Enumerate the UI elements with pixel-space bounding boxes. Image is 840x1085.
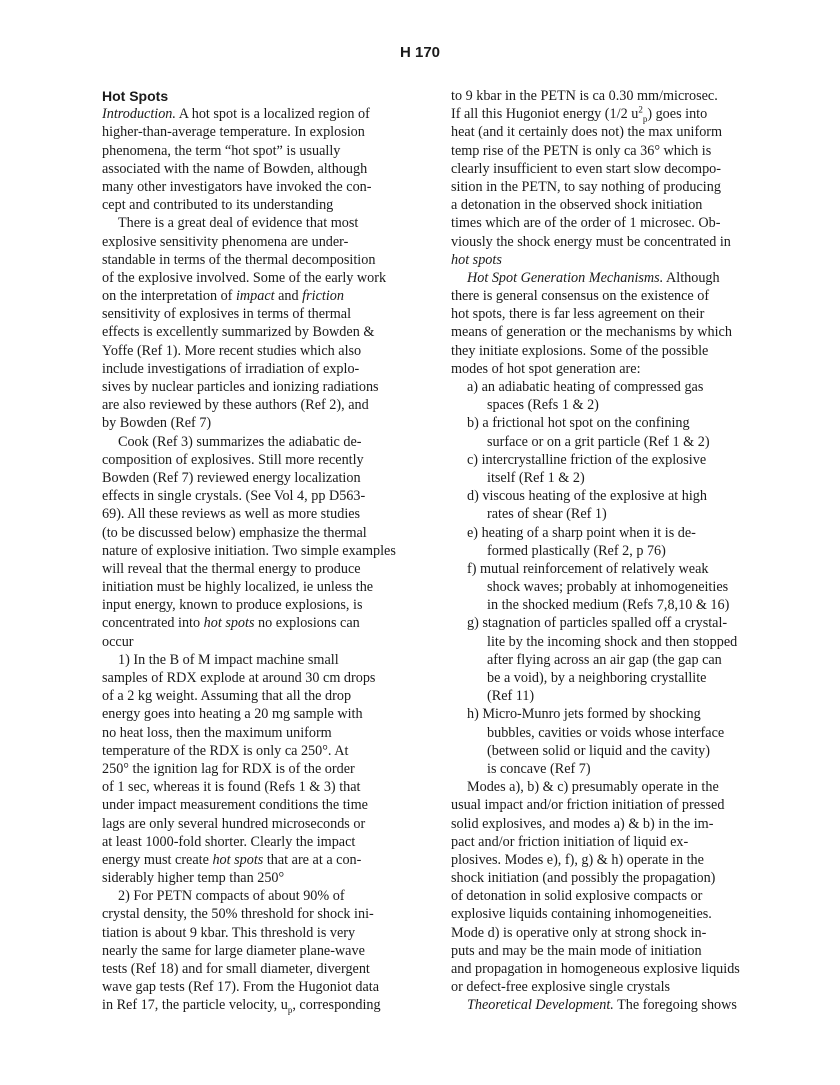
paragraph-line: Theoretical Development. The foregoing shows (467, 997, 737, 1014)
list-item: h) Micro-Munro jets formed by shocking (467, 706, 701, 723)
paragraph-line: times which are of the order of 1 microsec. Ob- (451, 215, 721, 232)
list-item: in the shocked medium (Refs 7,8,10 & 16) (487, 597, 730, 614)
paragraph-line: a detonation in the observed shock initiation (451, 197, 703, 214)
paragraph-line: (to be discussed below) emphasize the thermal (102, 524, 367, 541)
paragraph-line: by Bowden (Ref 7) (102, 415, 212, 432)
paragraph-line: hot spots, there is far less agreement on their (451, 306, 705, 323)
paragraph-line: input energy, known to produce explosions, is (102, 597, 363, 614)
paragraph-line: under impact measurement conditions the time (102, 797, 368, 814)
paragraph-line: Bowden (Ref 7) reviewed energy localization (102, 469, 361, 486)
paragraph-line: nearly the same for large diameter plane-wave (102, 942, 365, 959)
paragraph-line: occur (102, 633, 134, 650)
list-item: a) an adiabatic heating of compressed gas (467, 379, 704, 395)
paragraph-line: energy goes into heating a 20 mg sample with (102, 706, 363, 723)
paragraph-line: higher-than-average temperature. In explosion (102, 124, 365, 141)
list-item: is concave (Ref 7) (487, 760, 591, 777)
section-title: Hot Spots (102, 88, 169, 104)
paragraph-line: at least 1000-fold shorter. Clearly the impact (102, 833, 356, 850)
paragraph-line: in Ref 17, the particle velocity, $u_p$, corresponding (102, 997, 381, 1016)
paragraph-line: means of generation or the mechanisms by which (451, 324, 732, 341)
paragraph-line: clearly insufficient to even start slow decompo- (451, 160, 722, 177)
paragraph-line: lags are only several hundred microseconds or (102, 815, 366, 832)
list-item: (between solid or liquid and the cavity) (487, 742, 710, 759)
paragraph-line: modes of hot spot generation are: (451, 360, 641, 377)
paragraph-line: phenomena, the term “hot spot” is usually (102, 142, 341, 159)
paragraph-line: explosive liquids containing inhomogeneities. (451, 906, 712, 923)
paragraph-line: wave gap tests (Ref 17). From the Hugoniot data (102, 979, 379, 996)
paragraph-line: hot spots (451, 251, 502, 268)
paragraph-line: Hot Spot Generation Mechanisms. Although (467, 269, 720, 286)
list-item: spaces (Refs 1 & 2) (487, 397, 599, 414)
paragraph-line: of detonation in solid explosive compacts or (451, 888, 703, 905)
subsection-title: Theoretical Development. (467, 997, 614, 1014)
paragraph-line: on the interpretation of impact and friction (102, 288, 344, 305)
paragraph-line: of a 2 kg weight. Assuming that all the drop (102, 688, 352, 705)
paragraph-line: sition in the PETN, to say nothing of producing (451, 178, 721, 195)
paragraph-line: standable in terms of the thermal decomposition (102, 251, 376, 268)
paragraph-line: and propagation in homogeneous explosive liquids (451, 961, 740, 977)
page-number: H 170 (399, 44, 441, 61)
paragraph-line: sensitivity of explosives in terms of thermal (102, 306, 352, 323)
list-item: surface or on a grit particle (Ref 1 & 2) (487, 433, 710, 450)
paragraph-line: associated with the name of Bowden, although (102, 160, 368, 177)
paragraph-line: or defect-free explosive single crystals (451, 979, 671, 996)
list-item: bubbles, cavities or voids whose interface (487, 724, 725, 741)
list-item: formed plastically (Ref 2, p 76) (487, 542, 666, 559)
paragraph-line: usual impact and/or friction initiation of pressed (451, 797, 725, 814)
paragraph-line: are also reviewed by these authors (Ref 2), and (102, 397, 369, 414)
list-item: (Ref 11) (487, 688, 535, 705)
list-item: shock waves; probably at inhomogeneities (487, 579, 729, 596)
list-item: f) mutual reinforcement of relatively weak (467, 560, 709, 577)
paragraph-line: many other investigators have invoked the con- (102, 178, 372, 195)
left-column (102, 87, 428, 1015)
paragraph-line: effects is excellently summarized by Bowden & (102, 324, 375, 341)
list-item: lite by the incoming shock and then stopped (487, 633, 738, 650)
paragraph-line: energy must create hot spots that are at a con- (102, 851, 362, 868)
paragraph-line: shock initiation (and possibly the propagation) (451, 870, 716, 887)
paragraph-line: 2) For PETN compacts of about 90% of (118, 888, 345, 905)
paragraph-line: pact and/or friction initiation of liquid ex- (451, 833, 689, 850)
paragraph-line: samples of RDX explode at around 30 cm drops (102, 670, 376, 686)
paragraph-line: plosives. Modes e), f), g) & h) operate in the (451, 851, 704, 868)
paragraph-line: If all this Hugoniot energy (1/2 $u^2_p$) goes into (451, 104, 708, 125)
paragraph-line: temperature of the RDX is only ca 250°. At (102, 742, 349, 759)
paragraph-line: will reveal that the thermal energy to produce (102, 560, 361, 577)
subsection-title: Hot Spot Generation Mechanisms. (467, 269, 664, 286)
paragraph-line: crystal density, the 50% threshold for shock ini- (102, 906, 374, 923)
paragraph-line: viously the shock energy must be concentrated in (451, 233, 731, 250)
paragraph-line: no heat loss, then the maximum uniform (102, 724, 332, 741)
paragraph-line: sives by nuclear particles and ionizing radiations (102, 379, 379, 395)
paragraph-line: Mode d) is operative only at strong shock in- (451, 924, 707, 941)
paragraph-line: Modes a), b) & c) presumably operate in the (467, 779, 719, 796)
paragraph-line: 1) In the B of M impact machine small (118, 651, 339, 668)
paragraph-line: heat (and it certainly does not) the max uniform (451, 124, 723, 141)
list-item: g) stagnation of particles spalled off a crystal- (467, 615, 728, 632)
paragraph-line: Cook (Ref 3) summarizes the adiabatic de- (118, 433, 362, 450)
paragraph-line: they initiate explosions. Some of the possible (451, 342, 709, 359)
paragraph-line: include investigations of irradiation of explo- (102, 360, 360, 377)
paragraph-line: temp rise of the PETN is only ca 36° which is (451, 142, 712, 159)
paragraph-line: explosive sensitivity phenomena are under- (102, 233, 349, 250)
list-item: itself (Ref 1 & 2) (487, 469, 585, 486)
paragraph-line: There is a great deal of evidence that most (118, 215, 359, 232)
paragraph-line: siderably higher temp than 250° (102, 870, 285, 887)
paragraph-line: initiation must be highly localized, ie unless the (102, 579, 374, 596)
paragraph-line: of 1 sec, whereas it is found (Refs 1 & 3) that (102, 779, 361, 796)
paragraph-line: concentrated into hot spots no explosions can (102, 615, 360, 632)
list-item: c) intercrystalline friction of the explosive (467, 451, 707, 468)
paragraph-line: of the explosive involved. Some of the early work (102, 269, 387, 286)
paragraph-line: nature of explosive initiation. Two simple examples (102, 542, 396, 559)
paragraph-line: to 9 kbar in the PETN is ca 0.30 mm/microsec. (451, 88, 718, 104)
paragraph-line: composition of explosives. Still more recently (102, 451, 364, 468)
paragraph-line: tiation is about 9 kbar. This threshold is very (102, 924, 356, 941)
list-item: b) a frictional hot spot on the confining (467, 415, 690, 432)
list-item: after flying across an air gap (the gap can (487, 651, 722, 668)
intro-label: Introduction. (102, 106, 176, 123)
paragraph-line: 69). All these reviews as well as more studies (102, 506, 361, 523)
paragraph-line: cept and contributed to its understanding (102, 197, 334, 214)
paragraph-line: there is general consensus on the existence of (451, 288, 710, 305)
right-column (451, 87, 769, 1015)
paragraph-line: Introduction. A hot spot is a localized region of (102, 106, 370, 123)
list-item: rates of shear (Ref 1) (487, 506, 607, 523)
list-item: e) heating of a sharp point when it is de- (467, 524, 696, 541)
paragraph-line: Yoffe (Ref 1). More recent studies which also (102, 342, 362, 359)
list-item: be a void), by a neighboring crystallite (487, 670, 707, 686)
list-item: d) viscous heating of the explosive at high (467, 488, 707, 505)
paragraph-line: 250° the ignition lag for RDX is of the order (102, 760, 355, 777)
paragraph-line: solid explosives, and modes a) & b) in the im- (451, 815, 714, 832)
paragraph-line: puts and may be the main mode of initiation (451, 942, 702, 959)
paragraph-line: tests (Ref 18) and for small diameter, divergent (102, 961, 370, 977)
paragraph-line: effects in single crystals. (See Vol 4, pp D563- (102, 488, 366, 505)
